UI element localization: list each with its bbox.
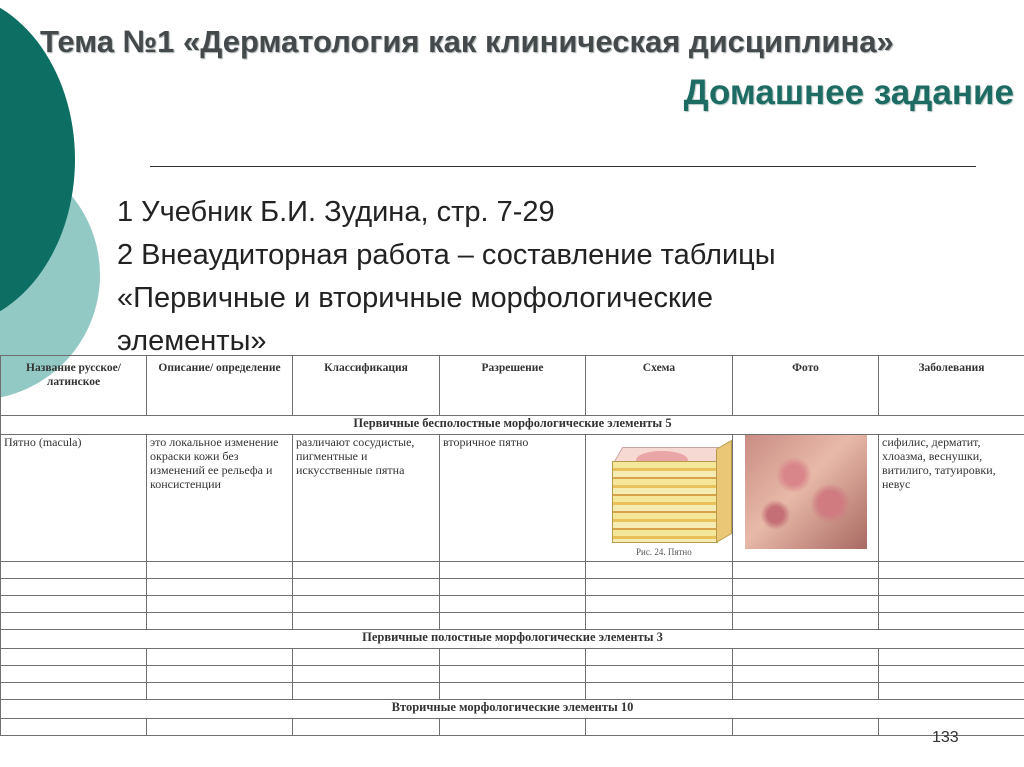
header-classification: Классификация (293, 356, 440, 416)
section-title: Первичные полостные морфологические элементы 3 (1, 630, 1024, 649)
section-row (1, 700, 1024, 719)
header-schema: Схема (586, 356, 733, 416)
header-resolution: Разрешение (440, 356, 586, 416)
homework-item-2-continued-2: элементы» (117, 325, 267, 357)
table-row (1, 579, 1024, 596)
table-row (1, 596, 1024, 613)
skin-lesion-photo (745, 435, 867, 549)
homework-item-2: 2 Внеаудиторная работа – составление таблицы (117, 239, 776, 271)
cell-resolution: вторичное пятно (440, 435, 586, 562)
divider-line (150, 166, 976, 167)
cell-schema (586, 435, 733, 562)
cell-name: Пятно (macula) (1, 435, 147, 562)
table-row (1, 562, 1024, 579)
section-title: Вторичные морфологические элементы 10 (1, 700, 1024, 719)
section-row (1, 416, 1024, 435)
schema-caption: Рис. 24. Пятно (636, 547, 692, 557)
header-name: Название русское/латинское (1, 356, 147, 416)
table-row (1, 649, 1024, 666)
homework-item-1: 1 Учебник Б.И. Зудина, стр. 7-29 (117, 196, 555, 228)
homework-list (117, 191, 1017, 363)
header-photo: Фото (733, 356, 879, 416)
cell-diseases: сифилис, дерматит, хлоазма, веснушки, витилиго, татуировки, невус (879, 435, 1024, 562)
section-title: Первичные бесполостные морфологические элементы 5 (1, 416, 1024, 435)
skin-schema-illustration (606, 441, 733, 561)
slide-subtitle: Домашнее задание (683, 73, 1014, 112)
header-diseases: Заболевания (879, 356, 1024, 416)
table-row (1, 613, 1024, 630)
morphology-table (0, 355, 1024, 736)
table-row (1, 719, 1024, 736)
page-number: 133 (932, 729, 959, 746)
table-row (1, 683, 1024, 700)
table-header-row (1, 356, 1024, 416)
homework-item-2-continued: «Первичные и вторичные морфологические (117, 282, 714, 314)
cell-photo (733, 435, 879, 562)
cell-description: это локальное изменение окраски кожи без изменений ее рельефа и консистенции (147, 435, 293, 562)
slide-title: Тема №1 «Дерматология как клиническая дисциплина» (40, 24, 894, 59)
table-row (1, 666, 1024, 683)
section-row (1, 630, 1024, 649)
header-description: Описание/ определение (147, 356, 293, 416)
cell-classification: различают сосудистые, пигментные и искусственные пятна (293, 435, 440, 562)
table-row (1, 435, 1024, 562)
